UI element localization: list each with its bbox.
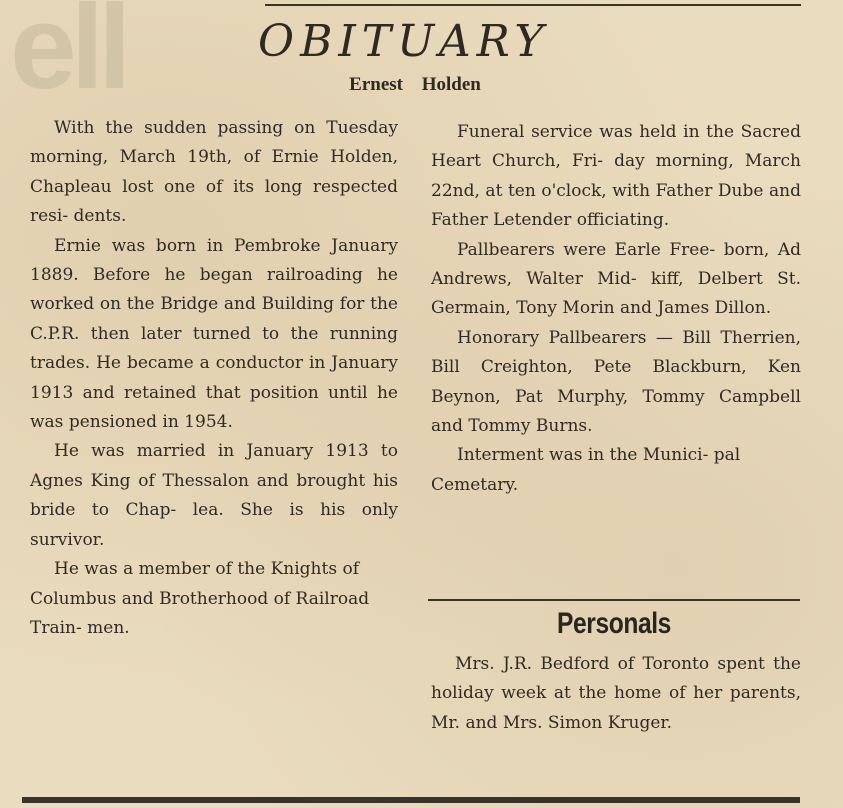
obituary-title: OBITUARY	[258, 16, 550, 67]
left-column	[30, 114, 398, 643]
paragraph: He was a member of the Knights of Columbus and Brotherhood of Railroad Train- men.	[30, 559, 370, 638]
paragraph: Pallbearers were Earle Free- born, Ad Andrews, Walter Mid- kiff, Delbert St. Germain, Tony Morin and James Dillon.	[431, 239, 801, 319]
paragraph: Interment was in the Munici- pal Cemetary.	[431, 445, 741, 495]
paragraph: Ernie was born in Pembroke January 1889. Before he began railroading he worked on the Bridge and Building for the C.P.R. then later turned to the running trades. He became a conductor in January 1913 and retained that position until he was pensioned in 1954.	[30, 235, 398, 433]
top-rule	[265, 4, 801, 6]
right-column	[431, 118, 801, 500]
paragraph: Honorary Pallbearers — Bill Therrien, Bill Creighton, Pete Blackburn, Ken Beynon, Pat Murphy, Tommy Campbell and Tommy Burns.	[431, 327, 801, 437]
paragraph: Funeral service was held in the Sacred Heart Church, Fri- day morning, March 22nd, at ten o'clock, with Father Dube and Father Letender officiating.	[431, 122, 801, 231]
section-divider	[428, 599, 800, 601]
paragraph: With the sudden passing on Tuesday morning, March 19th, of Ernie Holden, Chapleau lost one of its long respected resi- dents.	[30, 118, 398, 227]
personals-column	[431, 650, 801, 738]
bottom-rule	[22, 797, 800, 803]
paragraph: He was married in January 1913 to Agnes King of Thessalon and brought his bride to Chap- lea. She is his only survivor.	[30, 441, 398, 550]
obituary-subject: Ernest Holden	[349, 74, 481, 95]
personals-heading: Personals	[557, 607, 671, 640]
bleed-through-text: ell	[10, 0, 126, 100]
paragraph: Mrs. J.R. Bedford of Toronto spent the holiday week at the home of her parents, Mr. and Mrs. Simon Kruger.	[431, 654, 801, 733]
